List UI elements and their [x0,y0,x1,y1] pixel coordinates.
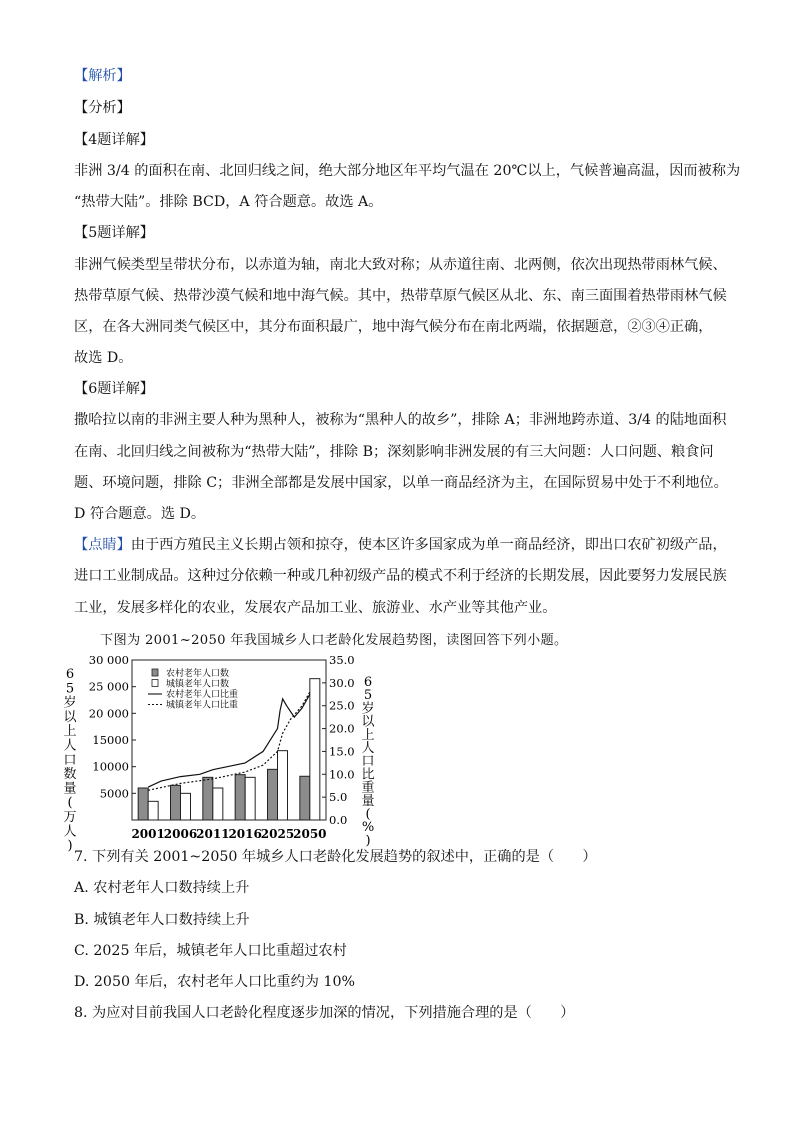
left-tick-label: 5000 [99,786,129,801]
left-axis-title-char: 6 [65,667,75,682]
dianjing-text-2: 进口工业制成品。这种过分依赖一种或几种初级产品的模式不利于经济的长期发展，因此要努力发展民族 [74,568,727,584]
q7-option-a[interactable]: A. 农村老年人口数持续上升 [74,880,250,896]
right-axis-title-char: 上 [361,727,375,743]
q6-heading: 【6题详解】 [74,381,154,397]
urban-count-bar [213,788,223,820]
legend-label: 农村老年人口比重 [166,690,239,700]
left-axis-title-char: 口 [63,752,77,768]
left-axis-title-char: 量 [63,781,77,797]
urban-count-bar [310,679,320,820]
x-tick-label: 2016 [228,827,262,841]
rural-count-bar [171,785,181,820]
right-axis-title-char: 人 [361,741,375,756]
rural-count-bar [138,788,148,820]
dianjing-tag: 【点睛】 [74,537,131,553]
left-axis-title-char: 5 [65,681,75,697]
urban-count-bar [181,793,191,820]
rural-count-bar [268,769,278,820]
right-axis-title-char: 口 [361,754,375,770]
legend-label: 城镇老年人口比重 [166,700,239,711]
rural-count-bar [235,775,245,820]
right-axis-title-char: % [361,820,375,836]
urban-count-bar [278,751,288,820]
x-tick-label: 2001 [131,827,165,841]
legend-swatch-urban-count [152,680,158,687]
right-axis-title-char: ) [365,833,371,849]
section-jiexi: 【解析】 [74,68,131,84]
right-tick-label: 5.0 [329,790,348,805]
right-tick-label: 35.0 [329,653,355,667]
right-tick-label: 30.0 [329,675,355,690]
q6-text-1: 撒哈拉以南的非洲主要人种为黑种人，被称为“黑种人的故乡”，排除 A；非洲地跨赤道、3/4 的陆地面积 [74,412,727,428]
right-tick-label: 20.0 [329,721,355,736]
q8-stem: 8. 为应对目前我国人口老龄化程度逐步加深的情况，下列措施合理的是（ ） [74,1005,575,1021]
dianjing-para-1 [74,535,727,555]
q6-text-4: D 符合题意。选 D。 [74,506,206,522]
x-tick-label: 2011 [196,827,230,841]
urban-count-bar [148,801,158,820]
left-axis-title-char: 数 [63,767,77,783]
q6-text-2: 在南、北回归线之间被称为“热带大陆”，排除 B；深刻影响非洲发展的有三大问题：人口问题、粮食问 [74,444,714,460]
left-tick-label: 15000 [92,733,129,747]
right-axis-title-char: 比 [361,767,375,783]
q4-heading: 【4题详解】 [74,132,154,148]
q4-text-1: 非洲 3/4 的面积在南、北回归线之间，绝大部分地区年平均气温在 20℃以上，气候普遍高温，因而被称为 [74,163,741,179]
right-axis-title-char: ( [365,807,371,822]
figure-caption: 下图为 2001~2050 年我国城乡人口老龄化发展趋势图，读图回答下列小题。 [100,633,568,648]
right-axis-title-char: 量 [361,793,375,809]
left-axis-title-char: 万 [63,810,77,825]
q7-option-d[interactable]: D. 2050 年后，农村老年人口比重约为 10% [74,974,355,990]
q5-text-2: 热带草原气候、热带沙漠气候和地中海气候。其中，热带草原气候区从北、东、南三面围着热带雨林气候 [74,288,727,304]
left-axis-title-char: 上 [63,724,77,740]
q7-stem: 7. 下列有关 2001~2050 年城乡人口老龄化发展趋势的叙述中，正确的是（ ） [74,849,597,865]
left-axis-title-char: ( [67,795,73,811]
left-axis-title-char: 人 [63,824,77,840]
right-axis-title-char: 5 [363,688,373,704]
q5-heading: 【5题详解】 [74,225,154,241]
q5-text-3: 区，在各大洲同类气候区中，其分布面积最广，地中海气候分布在南北两端，依据题意，②③④正确， [74,319,713,335]
legend-label: 农村老年人口数 [166,669,230,679]
dianjing-text-1: 由于西方殖民主义长期占领和掠夺，使本区许多国家成为单一商品经济，即出口农矿初级产品， [130,537,727,553]
right-axis-title-char: 重 [361,780,375,796]
q7-option-b[interactable]: B. 城镇老年人口数持续上升 [74,912,250,928]
left-tick-label: 20 000 [88,706,129,721]
right-tick-label: 15.0 [329,744,355,759]
right-axis-title-char: 以 [361,714,375,730]
legend-label: 城镇老年人口数 [166,679,230,690]
left-tick-label: 25 000 [88,679,129,694]
aging-trend-chart [60,650,400,854]
left-axis-title-char: 以 [63,709,77,725]
right-axis-title-char: 岁 [361,701,375,717]
left-axis-title-char: 人 [63,738,77,754]
q5-text-4: 故选 D。 [74,350,133,366]
right-tick-label: 25.0 [329,698,355,713]
rural-count-bar [300,776,310,820]
x-tick-label: 2050 [293,827,327,841]
right-tick-label: 0.0 [329,813,348,827]
left-tick-label: 30 000 [88,653,129,667]
q5-text-1: 非洲气候类型呈带状分布，以赤道为轴，南北大致对称；从赤道往南、北两侧，依次出现热带雨林气候、 [74,257,727,273]
left-tick-label: 10000 [92,759,129,774]
right-axis-title-char: 6 [363,675,373,690]
legend-swatch-rural-count [152,669,158,676]
dianjing-text-3: 工业，发展多样化的农业，发展农产品加工业、旅游业、水产业等其他产业。 [74,600,557,616]
section-fenxi: 【分析】 [74,100,131,116]
q4-text-2: “热带大陆”。排除 BCD，A 符合题意。故选 A。 [74,194,383,210]
rural-count-bar [203,777,213,820]
q6-text-3: 题、环境问题，排除 C；非洲全部都是发展中国家，以单一商品经济为主，在国际贸易中处于不利地位。 [74,475,728,491]
q7-option-c[interactable]: C. 2025 年后，城镇老年人口比重超过农村 [74,943,347,959]
left-axis-title-char: 岁 [63,695,77,711]
left-axis-title-char: ) [67,838,73,854]
urban-count-bar [245,777,255,820]
right-tick-label: 10.0 [329,767,355,782]
x-tick-label: 2025 [260,827,295,841]
x-tick-label: 2006 [163,827,198,841]
